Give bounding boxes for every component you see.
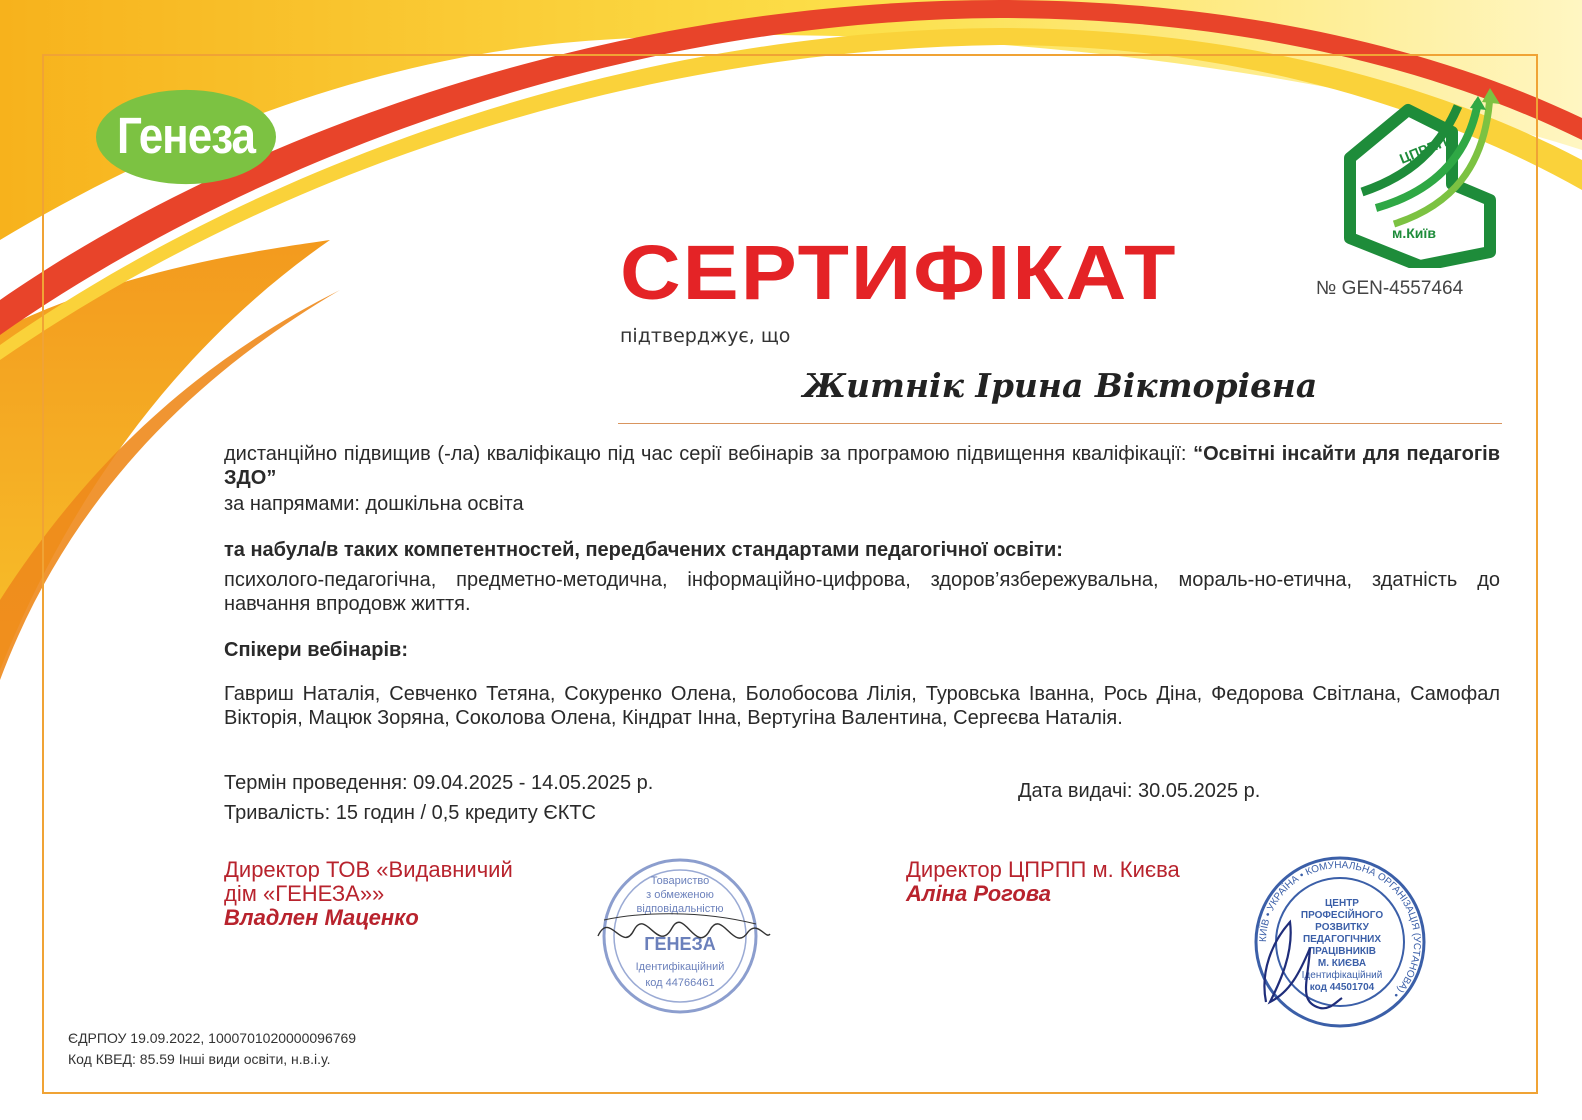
signatory-right-name: Аліна Рогова [906,881,1052,906]
signatory-left-name: Владлен Маценко [224,905,419,930]
name-underline [618,423,1502,424]
cprpp-stamp-line3: РОЗВИТКУ [1315,922,1369,933]
genesa-stamp-line2: з обмеженою [646,889,714,901]
term-text: Термін проведення: 09.04.2025 - 14.05.2025 р. [224,772,654,794]
cprpp-stamp-line2: ПРОФЕСІЙНОГО [1300,910,1384,921]
certificate-number: № GEN-4557464 [1316,278,1464,299]
emblem-city: м.Київ [1392,225,1436,241]
genesa-logo-text: Генеза [117,108,255,165]
cprpp-stamp-line5: ПРАЦІВНИКІВ [1307,946,1377,957]
genesa-stamp-line4: ГЕНЕЗА [644,934,716,954]
competences-heading: та набула/в таких компетентностей, передбачених стандартами педагогічної освіти: [224,539,1063,561]
emblem-abbr: ЦПРПП [1397,133,1450,167]
genesa-stamp [580,850,780,1030]
signatory-left-title-1: Директор ТОВ «Видавничий [224,857,513,882]
cprpp-stamp-ring-text: КИЇВ • УКРАЇНА • КОМУНАЛЬНА ОРГАНІЗАЦІЯ (УСТАНОВА) • [1257,859,1423,1000]
speakers-text: Гавриш Наталія, Севченко Тетяна, Сокуренко Олена, Болобосова Лілія, Туровська Іванна, Рось Діна, Федорова Світлана, Самофал Вікторія, Мацюк Зоряна, Соколова Олена, Кіндрат Інна, Вертугіна Валентина, Сергеєва Наталія. [224,683,1500,729]
cprpp-emblem [1340,88,1506,268]
confirms-text: підтверджує, що [620,325,791,347]
cprpp-stamp-line8: код 44501704 [1309,982,1375,993]
cprpp-stamp [1250,852,1430,1032]
issue-date: Дата видачі: 30.05.2025 р. [1018,780,1261,802]
program-paragraph [224,442,1500,490]
genesa-stamp-line5: Ідентифікаційний [635,961,725,973]
footer-line2: Код КВЕД: 85.59 Інші види освіти, н.в.і.у. [68,1051,331,1067]
signatory-left-title-2: дім «ГЕНЕЗА»» [224,881,385,906]
directions-text: за напрямами: дошкільна освіта [224,493,524,515]
signatory-left [224,858,513,930]
genesa-logo [96,90,276,184]
cprpp-stamp-line7: Ідентифікаційний [1301,970,1383,981]
program-text: дистанційно підвищив (-ла) кваліфікацю під час серії вебінарів за програмою підвищення кваліфікації: [224,443,1187,465]
speakers-heading: Спікери вебінарів: [224,639,409,661]
cprpp-stamp-line6: М. КИЄВА [1317,958,1367,969]
competences-text: психолого-педагогічна, предметно-методична, інформаційно-цифрова, здоров’язбережувальна, мораль-но-етична, здатність до навчання впродовж життя. [224,569,1500,615]
certificate-title: СЕРТИФІКАТ [620,228,1178,316]
cprpp-stamp-line4: ПЕДАГОГІЧНИХ [1302,934,1382,945]
duration-text: Тривалість: 15 годин / 0,5 кредиту ЄКТС [224,802,597,824]
genesa-stamp-line3: відповідальністю [636,903,724,915]
footer-line1: ЄДРПОУ 19.09.2022, 1000701020000096769 [68,1030,357,1046]
recipient-name: Житнік Ірина Вікторівна [802,366,1318,405]
signatory-right-title: Директор ЦПРПП м. Києва [906,857,1180,882]
cprpp-stamp-line1: ЦЕНТР [1325,898,1359,909]
genesa-stamp-line1: Товариство [650,875,710,887]
signatory-right [906,858,1180,906]
genesa-stamp-line6: код 44766461 [645,977,715,989]
program-name: “Освітні інсайти для педагогів ЗДО” [224,443,1501,489]
